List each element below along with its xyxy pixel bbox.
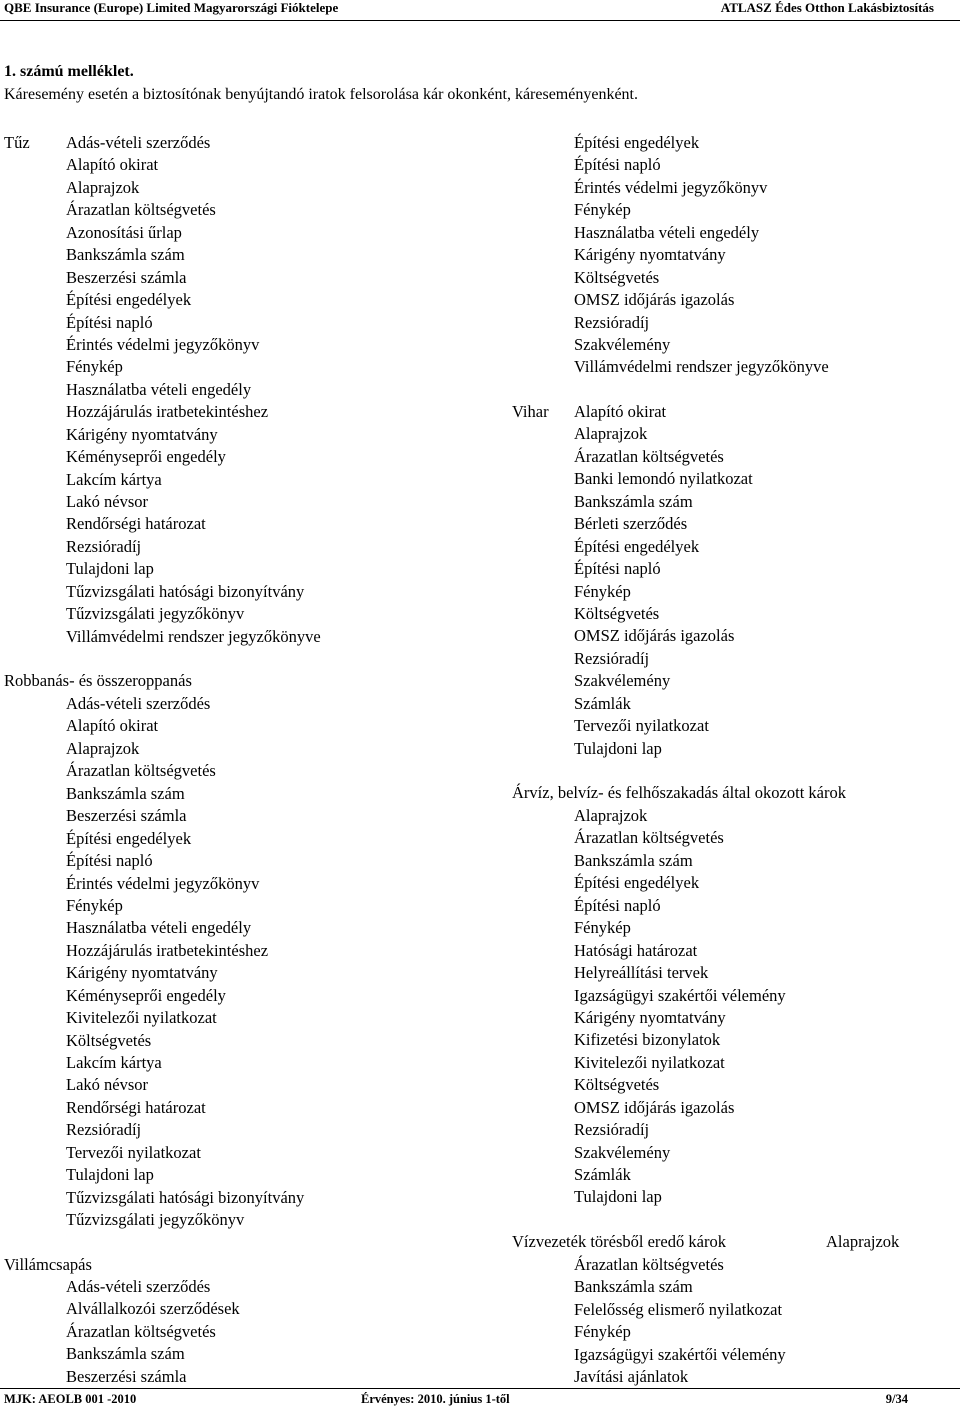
list-item: Adás-vételi szerződés [66, 1277, 211, 1296]
list-item: Kárigény nyomtatvány [574, 1007, 726, 1027]
page-footer [0, 1388, 960, 1410]
list-item: Fénykép [66, 895, 123, 915]
list-item: Építési napló [574, 155, 661, 175]
list-item: Hozzájárulás iratbetekintéshez [66, 402, 269, 422]
list-villamcsapas-continued [574, 132, 829, 379]
footer-document-code: MJK: AEOLB 001 -2010 [4, 1392, 137, 1406]
list-item: Rezsióradíj [66, 536, 142, 556]
list-item: Bankszámla szám [574, 850, 693, 870]
section-label-vizvezetek: Vízvezeték törésből eredő károk [512, 1232, 726, 1251]
list-item: Adás-vételi szerződés [66, 133, 211, 152]
list-item: Építési engedélyek [574, 536, 700, 556]
list-item: Tűzvizsgálati jegyzőkönyv [66, 604, 245, 624]
list-item: Rezsióradíj [66, 1120, 142, 1140]
section-label-tuz: Tűz [4, 133, 30, 152]
list-item: Alapító okirat [66, 155, 159, 175]
list-item: OMSZ időjárás igazolás [574, 290, 735, 310]
list-item: Árazatlan költségvetés [66, 1321, 216, 1341]
list-item: Bankszámla szám [574, 1277, 693, 1297]
list-robbanas [66, 693, 304, 1232]
list-item: Kéményseprői engedély [66, 985, 226, 1005]
section-label-arviz: Árvíz, belvíz- és felhőszakadás által okozott károk [512, 783, 846, 802]
annex-description: Káresemény esetén a biztosítónak benyújtandó iratok felsorolása kár okonként, káreseményenként. [4, 86, 638, 103]
list-item: Hozzájárulás iratbetekintéshez [66, 940, 269, 960]
list-item: Tűzvizsgálati jegyzőkönyv [66, 1210, 245, 1230]
list-item: Rezsióradíj [574, 648, 650, 668]
list-item: Azonosítási űrlap [66, 222, 182, 242]
list-item: Szakvélemény [574, 671, 671, 691]
list-item: Építési engedélyek [574, 133, 700, 152]
list-item: Kivitelezői nyilatkozat [574, 1052, 725, 1072]
list-item: Használatba vételi engedély [574, 222, 760, 242]
list-item: Igazságügyi szakértői vélemény [574, 985, 786, 1005]
list-item: Számlák [574, 693, 631, 713]
list-item: Építési engedélyek [574, 873, 700, 893]
section-label-vihar: Vihar [512, 402, 549, 421]
list-item: Érintés védelmi jegyzőkönyv [574, 177, 768, 197]
list-item: Fénykép [574, 200, 631, 220]
list-item: Rendőrségi határozat [66, 514, 206, 534]
list-item: Lakó névsor [66, 1075, 149, 1095]
list-item: Bérleti szerződés [574, 514, 688, 534]
footer-page-number: 9/34 [885, 1392, 908, 1406]
list-item: OMSZ időjárás igazolás [574, 626, 735, 646]
list-item: Építési engedélyek [66, 828, 192, 848]
list-item: Banki lemondó nyilatkozat [574, 469, 753, 489]
list-item: Kárigény nyomtatvány [66, 963, 218, 983]
list-item: Adás-vételi szerződés [66, 694, 211, 713]
list-item: Érintés védelmi jegyzőkönyv [66, 334, 260, 354]
header-company: QBE Insurance (Europe) Limited Magyarországi Fióktelepe [4, 0, 339, 15]
list-item: Bankszámla szám [574, 491, 693, 511]
list-item: OMSZ időjárás igazolás [574, 1097, 735, 1117]
header-product: ATLASZ Édes Otthon Lakásbiztosítás [720, 0, 934, 15]
list-item: Bankszámla szám [66, 783, 185, 803]
list-item: Költségvetés [574, 1075, 660, 1095]
list-item: Javítási ajánlatok [574, 1367, 689, 1387]
list-item: Tűzvizsgálati hatósági bizonyítvány [66, 1187, 305, 1207]
list-item: Kéményseprői engedély [66, 447, 226, 467]
list-item: Tűzvizsgálati hatósági bizonyítvány [66, 581, 305, 601]
list-item: Alaprajzok [826, 1232, 900, 1251]
list-item: Tulajdoni lap [574, 738, 662, 758]
list-item: Helyreállítási tervek [574, 963, 709, 983]
list-item: Beszerzési számla [66, 267, 187, 287]
list-item: Fénykép [66, 357, 123, 377]
list-item: Hatósági határozat [574, 940, 698, 960]
list-item: Rezsióradíj [574, 1120, 650, 1140]
list-item: Árazatlan költségvetés [66, 200, 216, 220]
list-item: Árazatlan költségvetés [66, 761, 216, 781]
list-tuz [66, 132, 321, 648]
list-item: Bankszámla szám [66, 1344, 185, 1364]
list-item: Számlák [574, 1165, 631, 1184]
list-item: Kivitelezői nyilatkozat [66, 1008, 217, 1028]
annex-title: 1. számú melléklet. [4, 63, 134, 80]
list-vihar [574, 401, 753, 760]
list-item: Alaprajzok [574, 806, 648, 825]
list-item: Fénykép [574, 581, 631, 601]
list-item: Építési engedélyek [66, 290, 192, 310]
list-item: Alapító okirat [574, 402, 667, 421]
list-item: Alaprajzok [574, 424, 648, 444]
list-item: Árazatlan költségvetés [574, 1255, 724, 1274]
list-item: Használatba vételi engedély [66, 379, 252, 399]
list-item: Tervezői nyilatkozat [574, 716, 709, 736]
list-item: Árazatlan költségvetés [574, 446, 724, 466]
list-item: Árazatlan költségvetés [574, 828, 724, 848]
list-item: Használatba vételi engedély [66, 918, 252, 938]
list-arviz [574, 805, 786, 1209]
list-item: Érintés védelmi jegyzőkönyv [66, 873, 260, 893]
list-item: Kárigény nyomtatvány [66, 424, 218, 444]
list-item: Felelősség elismerő nyilatkozat [574, 1299, 783, 1319]
list-item: Költségvetés [574, 267, 660, 287]
list-item: Lakcím kártya [66, 469, 162, 489]
list-item: Tervezői nyilatkozat [66, 1142, 201, 1162]
list-item: Alvállalkozói szerződések [66, 1299, 240, 1319]
list-item: Bankszámla szám [66, 245, 185, 265]
list-item: Lakcím kártya [66, 1053, 162, 1072]
list-item: Kifizetési bizonylatok [574, 1030, 721, 1050]
list-item: Szakvélemény [574, 334, 671, 354]
list-item: Tulajdoni lap [66, 559, 154, 579]
list-item: Beszerzési számla [66, 806, 187, 826]
list-item: Rezsióradíj [574, 312, 650, 332]
list-item: Villámvédelmi rendszer jegyzőkönyve [574, 357, 829, 377]
page-header [0, 0, 960, 21]
section-label-villamcsapas: Villámcsapás [4, 1255, 92, 1274]
list-item: Alaprajzok [66, 738, 140, 758]
list-item: Költségvetés [574, 603, 660, 623]
list-item: Tulajdoni lap [574, 1187, 662, 1207]
footer-valid-from: Érvényes: 2010. június 1-től [361, 1392, 510, 1406]
list-item: Fénykép [574, 918, 631, 938]
list-item: Építési napló [574, 559, 661, 579]
section-label-robbanas: Robbanás- és összeroppanás [4, 671, 192, 690]
list-item: Építési napló [66, 851, 153, 871]
list-item: Lakó névsor [66, 492, 149, 511]
list-item: Rendőrségi határozat [66, 1097, 206, 1117]
list-item: Igazságügyi szakértői vélemény [574, 1344, 786, 1364]
list-item: Fénykép [574, 1322, 631, 1342]
list-item: Alaprajzok [66, 177, 140, 197]
list-villamcsapas [66, 1276, 240, 1388]
list-item: Tulajdoni lap [66, 1165, 154, 1185]
list-item: Építési napló [66, 312, 153, 332]
list-item: Alapító okirat [66, 716, 159, 736]
list-item: Költségvetés [66, 1030, 152, 1050]
list-item: Építési napló [574, 895, 661, 915]
list-vizvezetek [574, 1254, 786, 1389]
list-item: Beszerzési számla [66, 1366, 187, 1386]
list-item: Villámvédelmi rendszer jegyzőkönyve [66, 626, 321, 646]
list-item: Kárigény nyomtatvány [574, 245, 726, 265]
list-item: Szakvélemény [574, 1142, 671, 1162]
